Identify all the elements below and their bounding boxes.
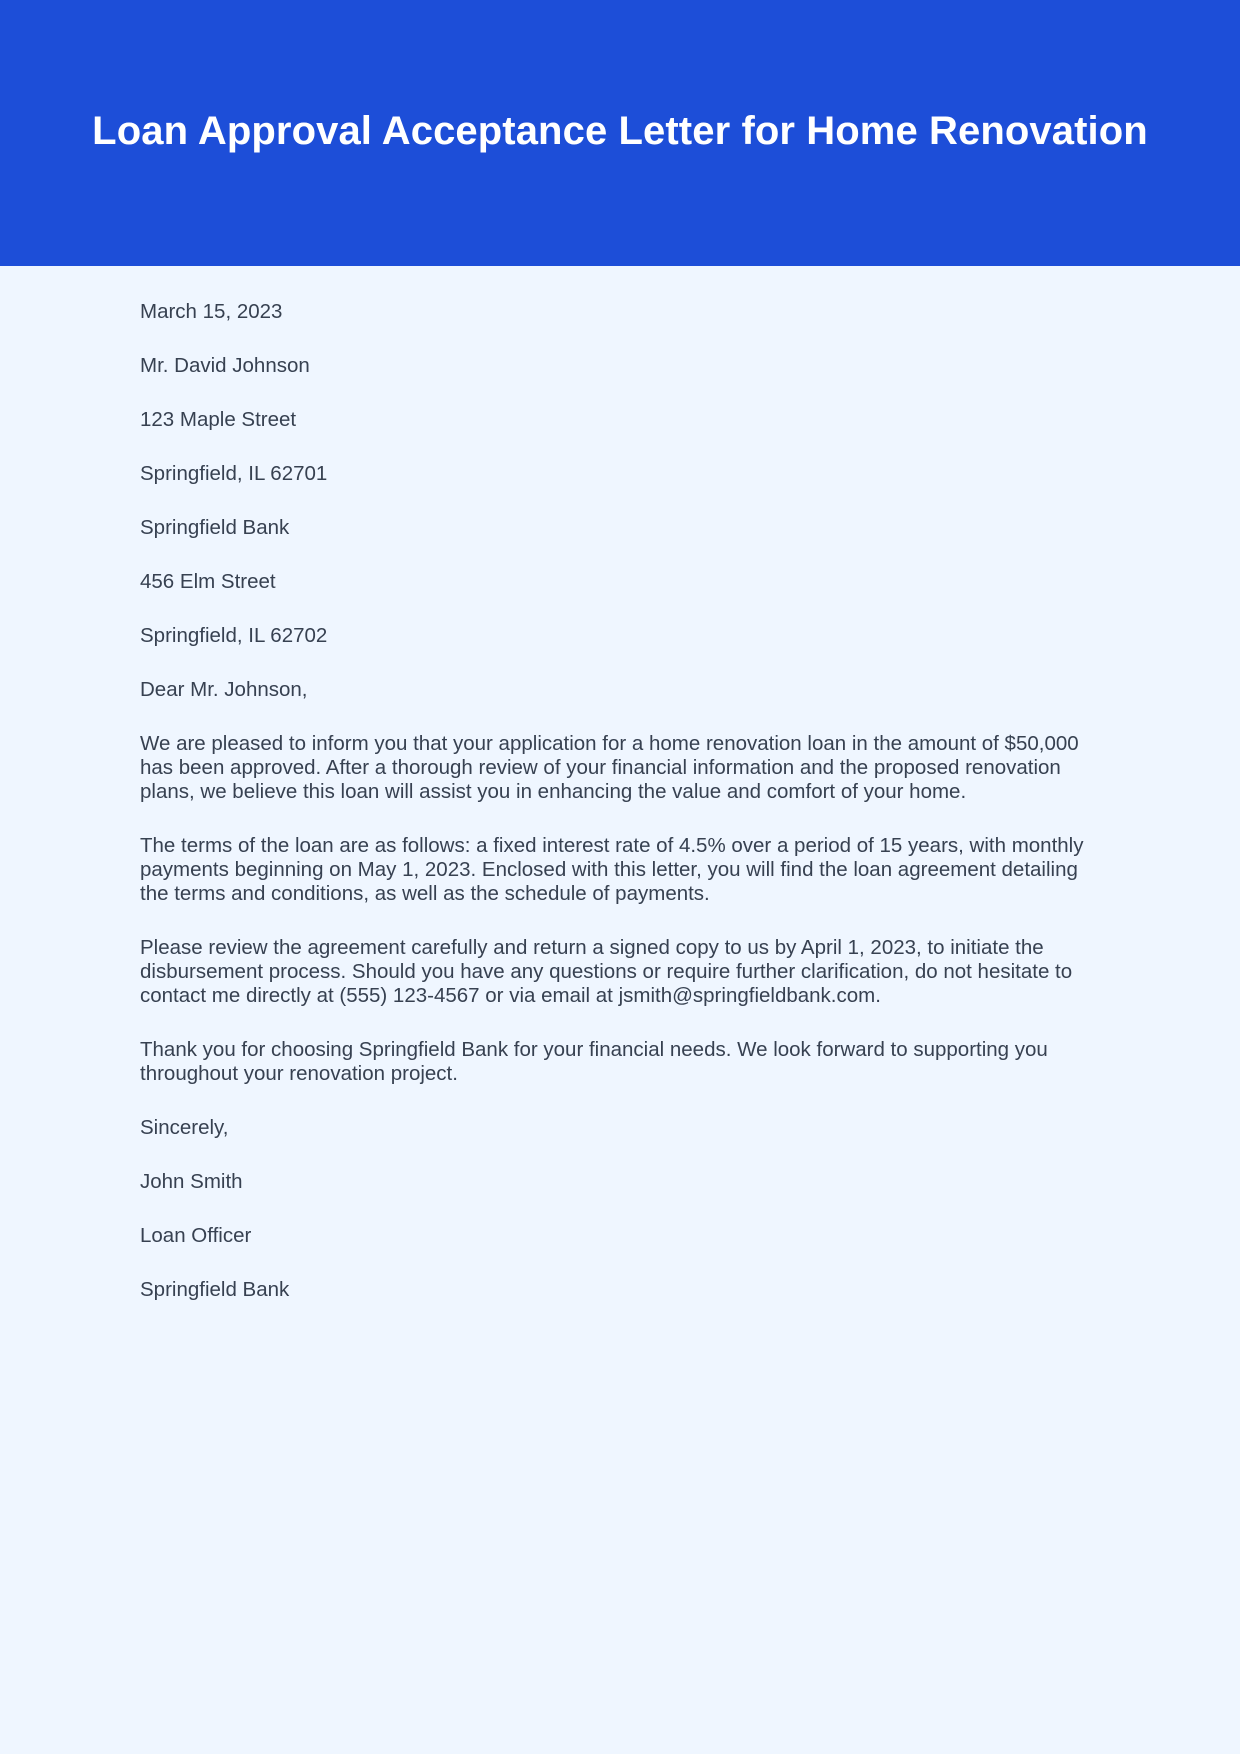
sender-bank: Springfield Bank [140, 516, 290, 539]
sender-city: Springfield, IL 62702 [140, 624, 328, 647]
paragraph-approval: We are pleased to inform you that your application for a home renovation loan in the amount of $50,000 has been approved. After a thorough review of your financial information and the proposed renovation plans, we believe this loan will assist you in enhancing the value and comfort of your home. [140, 732, 1079, 803]
letter-header [0, 0, 1240, 266]
recipient-street: 123 Maple Street [140, 408, 297, 431]
signature-bank: Springfield Bank [140, 1278, 290, 1301]
paragraph-terms: The terms of the loan are as follows: a fixed interest rate of 4.5% over a period of 15 years, with monthly payments beginning on May 1, 2023. Enclosed with this letter, you will find the loan agreement detailing the terms and conditions, as well as the schedule of payments. [140, 834, 1084, 905]
recipient-city: Springfield, IL 62701 [140, 462, 328, 485]
signature-name: John Smith [140, 1170, 243, 1193]
signature-title: Loan Officer [140, 1224, 252, 1247]
recipient-name: Mr. David Johnson [140, 354, 310, 377]
paragraph-thanks: Thank you for choosing Springfield Bank for your financial needs. We look forward to supporting you throughout your renovation project. [140, 1038, 1048, 1085]
salutation: Dear Mr. Johnson, [140, 678, 308, 701]
paragraph-instructions: Please review the agreement carefully and return a signed copy to us by April 1, 2023, to initiate the disbursement process. Should you have any questions or require further clarification, do not hesitate to contact me directly at (555) 123-4567 or via email at jsmith@springfieldbank.com. [140, 936, 1073, 1007]
sender-street: 456 Elm Street [140, 570, 276, 593]
letter-date: March 15, 2023 [140, 300, 283, 323]
letter-body [140, 300, 1100, 1332]
closing: Sincerely, [140, 1116, 229, 1139]
letter-title: Loan Approval Acceptance Letter for Home Renovation [92, 108, 1148, 153]
